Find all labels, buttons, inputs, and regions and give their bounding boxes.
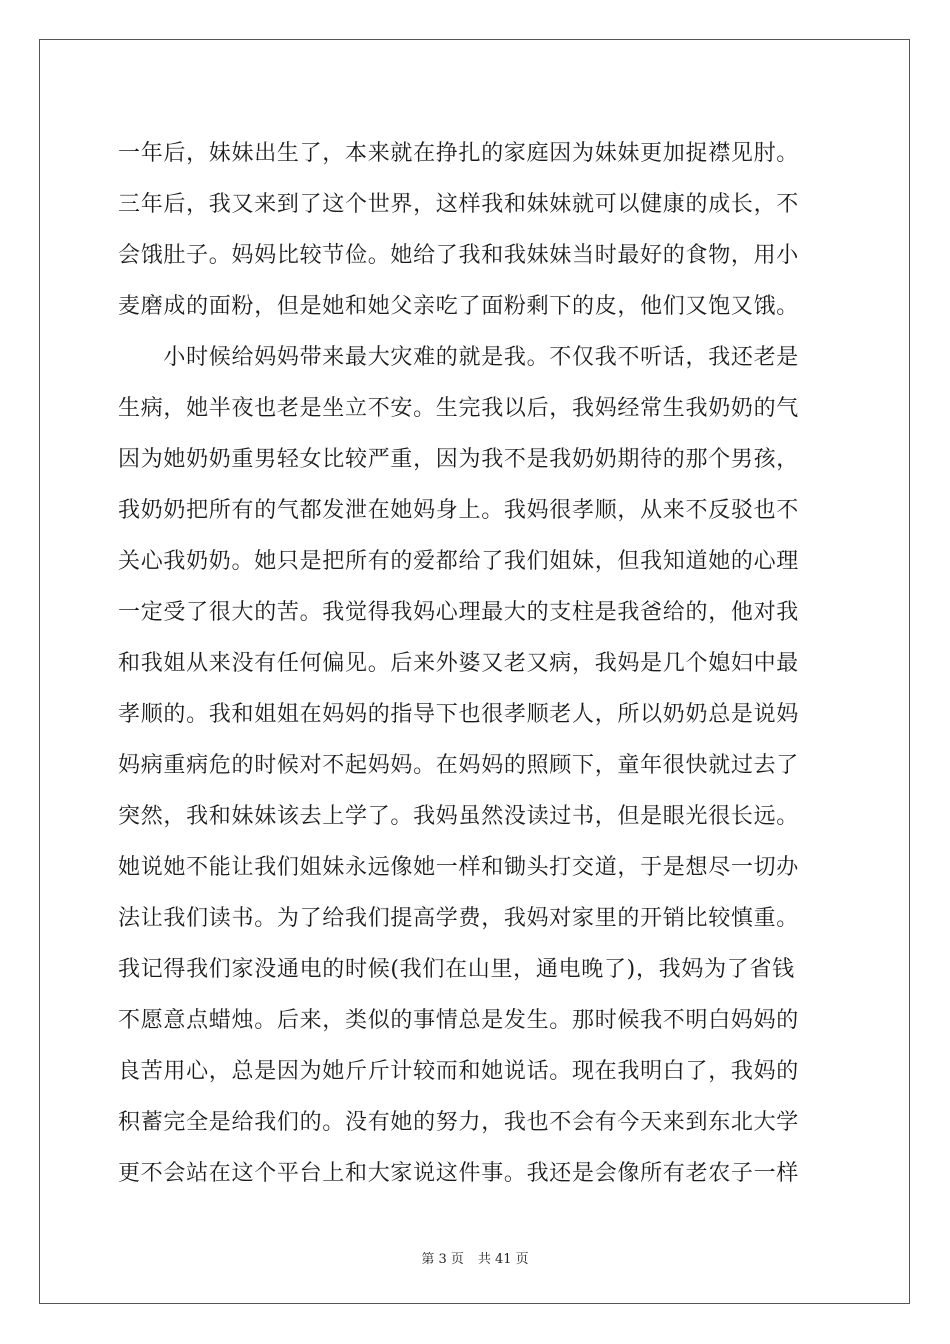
text-line: 三年后，我又来到了这个世界，这样我和妹妹就可以健康的成长，不 [118, 192, 800, 217]
text-line: 小时候给妈妈带来最大灾难的就是我。不仅我不听话，我还老是 [118, 345, 800, 370]
page-number: 第 3 页 [421, 1252, 464, 1267]
text-line: 法让我们读书。为了给我们提高学费，我妈对家里的开销比较慎重。 [118, 906, 800, 931]
text-line: 和我姐从来没有任何偏见。后来外婆又老又病，我妈是几个媳妇中最 [118, 651, 800, 676]
text-line: 麦磨成的面粉，但是她和她父亲吃了面粉剩下的皮，他们又饱又饿。 [118, 294, 800, 319]
text-line: 会饿肚子。妈妈比较节俭。她给了我和我妹妹当时最好的食物，用小 [118, 243, 800, 268]
text-line: 生病，她半夜也老是坐立不安。生完我以后，我妈经常生我奶奶的气 [118, 396, 800, 421]
text-line: 她说她不能让我们姐妹永远像她一样和锄头打交道，于是想尽一切办 [118, 855, 800, 880]
text-line: 良苦用心，总是因为她斤斤计较而和她说话。现在我明白了，我妈的 [118, 1059, 800, 1084]
text-line: 不愿意点蜡烛。后来，类似的事情总是发生。那时候我不明白妈妈的 [118, 1008, 800, 1033]
text-line: 突然，我和妹妹该去上学了。我妈虽然没读过书，但是眼光很长远。 [118, 804, 800, 829]
page-total: 共 41 页 [477, 1252, 529, 1267]
text-line: 我奶奶把所有的气都发泄在她妈身上。我妈很孝顺，从来不反驳也不 [118, 498, 800, 523]
page-footer [0, 1248, 950, 1267]
text-line: 我记得我们家没通电的时候(我们在山里，通电晚了)，我妈为了省钱 [118, 957, 795, 982]
text-line: 更不会站在这个平台上和大家说这件事。我还是会像所有老农子一样 [118, 1161, 800, 1186]
text-line: 妈病重病危的时候对不起妈妈。在妈妈的照顾下，童年很快就过去了 [118, 753, 800, 778]
text-line: 因为她奶奶重男轻女比较严重，因为我不是我奶奶期待的那个男孩， [118, 447, 800, 472]
text-line: 关心我奶奶。她只是把所有的爱都给了我们姐妹，但我知道她的心理 [118, 549, 800, 574]
text-line: 积蓄完全是给我们的。没有她的努力，我也不会有今天来到东北大学 [118, 1110, 800, 1135]
text-line: 孝顺的。我和姐姐在妈妈的指导下也很孝顺老人，所以奶奶总是说妈 [118, 702, 800, 727]
text-line: 一年后，妹妹出生了，本来就在挣扎的家庭因为妹妹更加捉襟见肘。 [118, 141, 800, 166]
document-body [118, 128, 834, 1199]
text-line: 一定受了很大的苦。我觉得我妈心理最大的支柱是我爸给的，他对我 [118, 600, 800, 625]
